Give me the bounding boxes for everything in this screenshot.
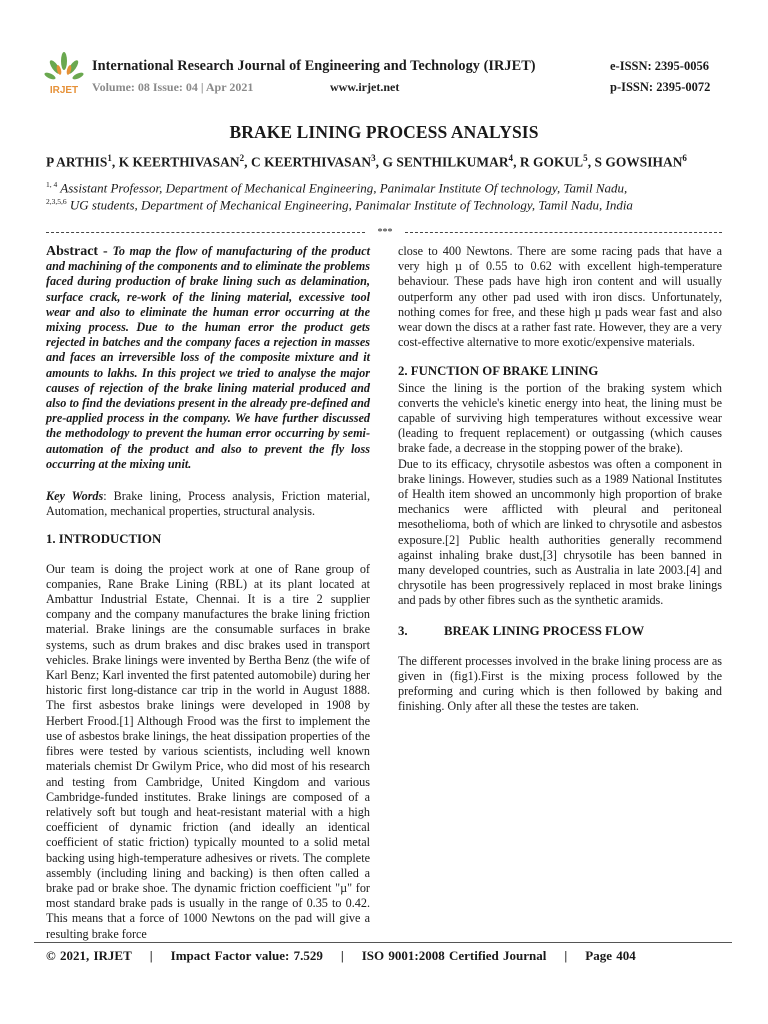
affiliation-2 — [46, 197, 633, 213]
continuation-paragraph: close to 400 Newtons. There are some racing pads that have a very high µ of 0.55 to 0.62 with excellent high-temperature behaviour. These pads have high iron content and will usually outperform any other pad used with iron discs. Unfortunately, nothing comes for free, and these high µ pads wear fast and also wear down the discs at a rather fast rate. However, they are a very cost-effective alternative to more exotic/expensive materials. — [398, 244, 722, 350]
author-name: P ARTHIS — [46, 154, 108, 170]
abstract-label: Abstract - — [46, 244, 113, 259]
footer-separator: | — [340, 948, 344, 963]
author-affiliation-marker: 5 — [583, 153, 588, 163]
author-list: P ARTHIS$^1$, K KEERTHIVASAN$^2$, C KEERTHIVASAN$^3$, G SENTHILKUMAR$^4$, R GOKUL$^5$, S GOWSIHAN$^6$ — [46, 153, 687, 170]
page-footer — [46, 948, 636, 964]
introduction-paragraph: Our team is doing the project work at one of Rane group of companies, Rane Brake Lining (RBL) at its plant located at Ambattur Industrial Estate, Chennai. It is a tire 2 supplier company and the company manufactures the brake lining friction material. Brake linings are the consumable surfaces in brake systems, such as drum brakes and disc brakes used in transport vehicles. Brake linings were invented by Bertha Benz (the wife of Karl Benz; Karl invented the first patented automobile) during her historic first long-distance car trip in the world in August 1888. The first asbestos brake linings were developed in 1908 by Herbert Frood.[1] Although Frood was the first to implement the use of asbestos brake linings, the heat dissipation properties of the fibres were tested by various scientists, including well known materials chemist Dr Gwilym Price, who did most of his research and testing from Cambridge, United Kingdom and various Cambridge-funded institutes. Brake linings are composed of a relatively soft but tough and heat-resistant material with a high coefficient of dynamic friction (and ideally an identical coefficient of static friction) typically mounted to a solid metal backing using high-temperature adhesives or rivets. The complete assembly (including lining and backing) is then often called a brake pad or brake shoe. The dynamic friction coefficient "µ" for most standard brake pads is usually in the range of 0.35 to 0.42. This means that a force of 1000 Newtons on the pad will give a resulting brake force — [46, 561, 370, 941]
affiliation-1 — [46, 180, 627, 196]
impact-factor: Impact Factor value: 7.529 — [170, 948, 323, 963]
abstract — [46, 244, 370, 472]
affiliation-2-marker: 2,3,5,6 — [46, 197, 67, 206]
footer-divider — [34, 942, 732, 943]
section-3-number: 3. — [398, 623, 408, 638]
paper-title: BRAKE LINING PROCESS ANALYSIS — [229, 122, 539, 142]
separator-stars: *** — [377, 227, 393, 238]
author-affiliation-marker: 4 — [508, 153, 514, 163]
eissn: e-ISSN: 2395-0056 — [610, 59, 709, 73]
keywords-text: : Brake lining, Process analysis, Friction material, Automation, mechanical properties, structural analysis. — [46, 489, 370, 519]
journal-title: International Research Journal of Engineering and Technology (IRJET) — [92, 58, 536, 74]
author-name: C KEERTHIVASAN — [250, 154, 372, 170]
section-heading-introduction: 1. INTRODUCTION — [46, 532, 162, 547]
function-paragraph-2: Due to its efficacy, chrysotile asbestos was often a component in brake linings. However, studies such as a 1989 National Institutes of Health item showed an uncommonly high proportion of brake mechanics were afflicted with pleural and peritoneal mesothelioma, both of which are linked to chrysotile and asbestos exposure.[2] Public health authorities generally recommend against inhaling brake dust,[3] chrysotile has been banned in many developed countries, such as Australia in late 2003.[4] and chrysotile has been progressively replaced in most brake linings and pads by other fibres such as the synthetic aramids. — [398, 456, 722, 608]
footer-separator: | — [564, 948, 568, 963]
left-column — [46, 244, 370, 942]
journal-logo — [44, 50, 84, 96]
author-name: K KEERTHIVASAN — [118, 154, 240, 170]
author-affiliation-marker: 6 — [682, 153, 687, 163]
pissn: p-ISSN: 2395-0072 — [610, 80, 711, 94]
affiliation-1-text: Assistant Professor, Department of Mechanical Engineering, Panimalar Institute Of technology, Tamil Nadu, — [60, 180, 628, 196]
irjet-logo-icon — [44, 50, 84, 96]
keywords — [46, 489, 370, 519]
author-affiliation-marker: 1 — [107, 153, 112, 163]
author-name: G SENTHILKUMAR — [382, 154, 509, 170]
section-heading-process-flow — [398, 624, 722, 639]
footer-separator: | — [149, 948, 153, 963]
volume-issue: Volume: 08 Issue: 04 | Apr 2021 — [92, 80, 254, 94]
right-column — [398, 244, 722, 715]
author-affiliation-marker: 3 — [371, 153, 376, 163]
process-flow-paragraph: The different processes involved in the brake lining process are as given in (fig1).First is the mixing process followed by the preforming and curing which is then followed by baking and finishing. Only after all these the testes are taken. — [398, 653, 722, 714]
header-separator — [46, 227, 722, 239]
author-name: S GOWSIHAN — [594, 154, 683, 170]
affiliation-2-text: UG students, Department of Mechanical Engineering, Panimalar Institute of Technology, Tamil Nadu, India — [69, 197, 633, 213]
author-name: R GOKUL — [519, 154, 584, 170]
function-paragraph-1: Since the lining is the portion of the braking system which converts the vehicle's kinetic energy into heat, the lining must be capable of surviving high temperatures without excessive wear (leading to frequent replacement) or outgassing (which causes brake fade, a decrease in the stopping power of the brake). — [398, 380, 722, 456]
section-heading-function: 2. FUNCTION OF BRAKE LINING — [398, 364, 599, 379]
journal-website-link[interactable]: www.irjet.net — [330, 80, 400, 94]
page-number: Page 404 — [585, 948, 636, 963]
author-affiliation-marker: 2 — [239, 153, 245, 163]
affiliation-1-marker: 1, 4 — [46, 180, 58, 189]
copyright: © 2021, IRJET — [46, 948, 132, 963]
abstract-text: To map the flow of manufacturing of the product and machining of the components and to eliminate the problems faced during production of brake lining such as delamination, surface crack, re-work of the lining material, excessive tool wear and also to eliminate the human error occurring at the mixing process. Due to the human error the product gets rejected in batches and the company faces a rejection in masses and faces an irreversible loss of the composite mixture and it amounts to lakhs. In this project we tried to analyse the major causes of rejection of the brake lining material produced and also to find the deviations present in the already pre-defined and pre-applied process in the company. We have further discussed the methodology to prevent the human error occurring by semi-automation of the product and also to prevent the fly loss occurring at the mixing unit. — [46, 244, 370, 471]
svg-text:IRJET: IRJET — [49, 85, 79, 96]
iso-certification: ISO 9001:2008 Certified Journal — [361, 948, 547, 963]
keywords-label: Key Words — [46, 489, 104, 504]
section-3-title: BREAK LINING PROCESS FLOW — [444, 623, 645, 638]
